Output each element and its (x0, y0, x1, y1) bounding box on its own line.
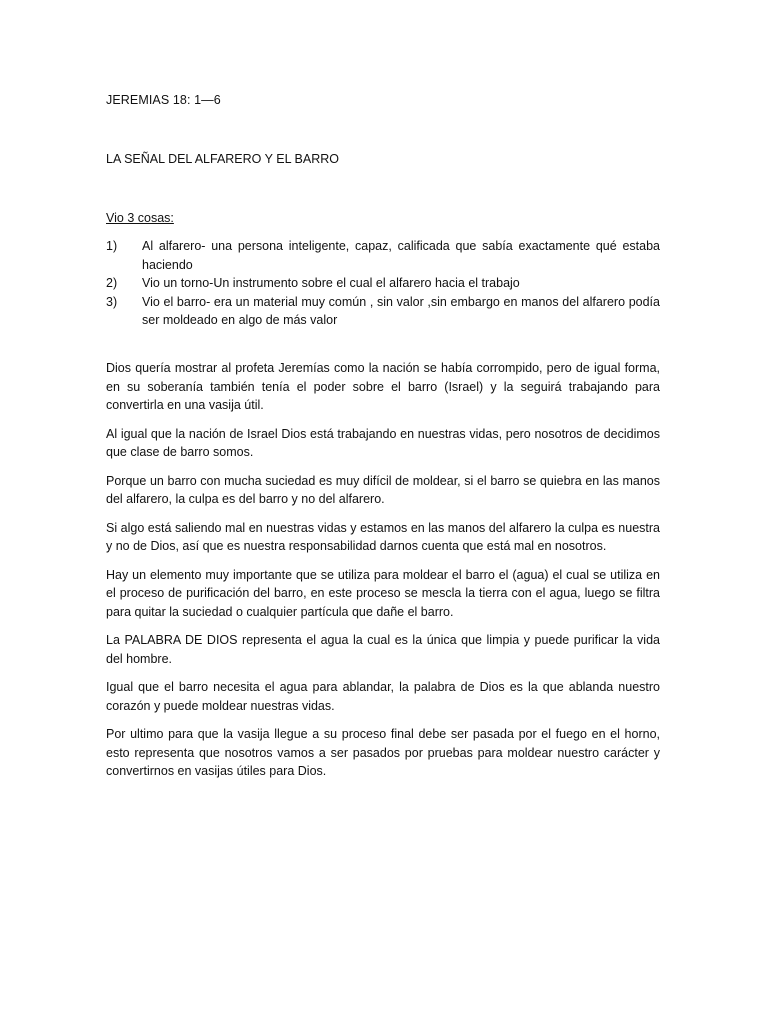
document-title: JEREMIAS 18: 1—6 (106, 93, 221, 107)
list-item (106, 293, 660, 330)
paragraph: Dios quería mostrar al profeta Jeremías como la nación se había corrompido, pero de igual forma, en su soberanía también tenía el poder sobre el barro (Israel) y la seguirá trabajando para convertirla en una vasija útil. (106, 361, 660, 412)
list-item-text: Vio un torno-Un instrumento sobre el cual el alfarero hacia el trabajo (142, 276, 520, 290)
list-item-number: 3) (106, 294, 118, 309)
list-item-number: 2) (106, 276, 118, 290)
list-item-number: 1) (106, 239, 118, 253)
document-subtitle: LA SEÑAL DEL ALFARERO Y EL BARRO (106, 152, 339, 166)
list-item-text: Vio el barro- era un material muy común , sin valor ,sin embargo en manos del alfarero podía ser moldeado en algo de más valor (142, 294, 660, 327)
list-item-text: Al alfarero- una persona inteligente, capaz, calificada que sabía exactamente qué estaba haciendo (142, 239, 660, 272)
paragraph: Porque un barro con mucha suciedad es muy difícil de moldear, si el barro se quiebra en las manos del alfarero, la culpa es del barro y no del alfarero. (106, 473, 660, 506)
paragraph: Por ultimo para que la vasija llegue a su proceso final debe ser pasada por el fuego en el horno, esto representa que nosotros vamos a ser pasados por pruebas para moldear nuestro carácter y convertirnos en vasijas útiles para Dios. (106, 727, 660, 778)
numbered-list (106, 237, 660, 330)
list-intro: Vio 3 cosas: (106, 211, 174, 225)
paragraph: Igual que el barro necesita el agua para ablandar, la palabra de Dios es la que ablanda nuestro corazón y puede moldear nuestras vidas. (106, 680, 660, 713)
body-text (106, 359, 660, 791)
list-item (106, 237, 660, 274)
list-item (106, 274, 660, 293)
paragraph: Si algo está saliendo mal en nuestras vidas y estamos en las manos del alfarero la culpa es nuestra y no de Dios, así que es nuestra responsabilidad darnos cuenta que está mal en nosotros. (106, 520, 660, 553)
paragraph: Hay un elemento muy importante que se utiliza para moldear el barro el (agua) el cual se utiliza en el proceso de purificación del barro, en este proceso se mescla la tierra con el agua, luego se filtra para quitar la suciedad o cualquier partícula que dañe el barro. (106, 567, 660, 619)
paragraph: Al igual que la nación de Israel Dios está trabajando en nuestras vidas, pero nosotros de decidimos que clase de barro somos. (106, 426, 660, 459)
paragraph: La PALABRA DE DIOS representa el agua la cual es la única que limpia y puede purificar la vida del hombre. (106, 633, 660, 666)
